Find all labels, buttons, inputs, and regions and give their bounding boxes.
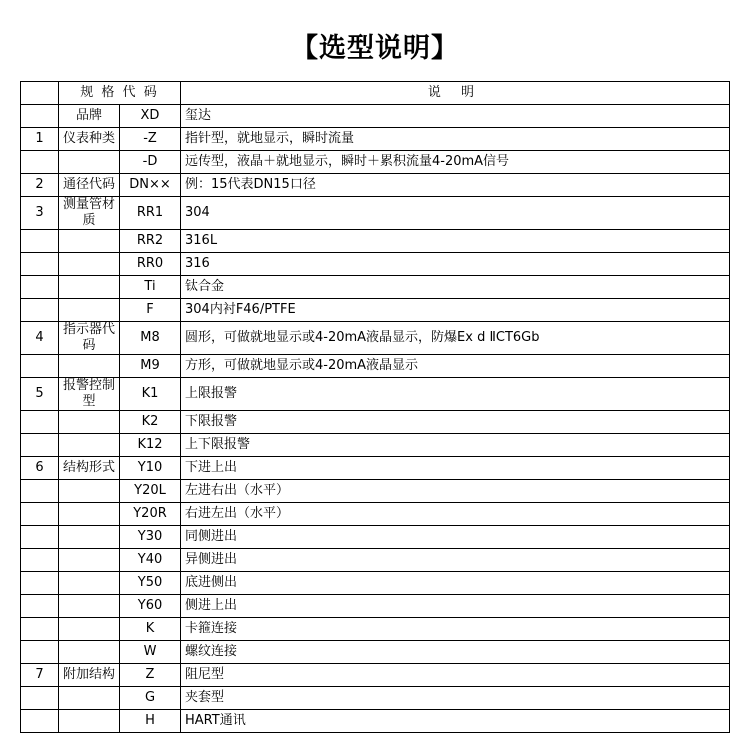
cell-description: HART通讯 bbox=[181, 710, 730, 733]
cell-category bbox=[59, 253, 120, 276]
cell-description: 指针型，就地显示，瞬时流量 bbox=[181, 128, 730, 151]
cell-description: 侧进上出 bbox=[181, 595, 730, 618]
cell-code: F bbox=[120, 299, 181, 322]
cell-description: 304内衬F46/PTFE bbox=[181, 299, 730, 322]
cell-description: 同侧进出 bbox=[181, 526, 730, 549]
cell-category bbox=[59, 355, 120, 378]
cell-index bbox=[21, 151, 59, 174]
cell-category: 仪表种类 bbox=[59, 128, 120, 151]
header-cell-no bbox=[21, 82, 59, 105]
cell-index bbox=[21, 710, 59, 733]
cell-category bbox=[59, 480, 120, 503]
cell-category bbox=[59, 411, 120, 434]
cell-code: RR2 bbox=[120, 230, 181, 253]
table-header bbox=[21, 82, 730, 105]
table-row bbox=[21, 299, 730, 322]
cell-category bbox=[59, 526, 120, 549]
cell-category bbox=[59, 710, 120, 733]
cell-description: 远传型，液晶＋就地显示，瞬时＋累积流量4-20mA信号 bbox=[181, 151, 730, 174]
cell-index bbox=[21, 687, 59, 710]
cell-index bbox=[21, 480, 59, 503]
cell-code: Y40 bbox=[120, 549, 181, 572]
cell-index bbox=[21, 572, 59, 595]
cell-code: K1 bbox=[120, 378, 181, 411]
cell-description: 夹套型 bbox=[181, 687, 730, 710]
cell-code: K12 bbox=[120, 434, 181, 457]
table-row bbox=[21, 618, 730, 641]
cell-code: Ti bbox=[120, 276, 181, 299]
cell-category: 通径代码 bbox=[59, 174, 120, 197]
cell-category: 结构形式 bbox=[59, 457, 120, 480]
cell-index bbox=[21, 276, 59, 299]
cell-index: 7 bbox=[21, 664, 59, 687]
cell-index bbox=[21, 299, 59, 322]
cell-index bbox=[21, 253, 59, 276]
cell-description: 右进左出（水平） bbox=[181, 503, 730, 526]
cell-category bbox=[59, 151, 120, 174]
table-row bbox=[21, 549, 730, 572]
cell-category bbox=[59, 299, 120, 322]
table-row bbox=[21, 595, 730, 618]
cell-code: Y10 bbox=[120, 457, 181, 480]
table-row bbox=[21, 710, 730, 733]
cell-code: RR1 bbox=[120, 197, 181, 230]
table-row bbox=[21, 128, 730, 151]
table-row bbox=[21, 457, 730, 480]
table-header-row bbox=[21, 82, 730, 105]
cell-index: 4 bbox=[21, 322, 59, 355]
cell-description: 316 bbox=[181, 253, 730, 276]
cell-description: 方形，可做就地显示或4-20mA液晶显示 bbox=[181, 355, 730, 378]
cell-index bbox=[21, 434, 59, 457]
cell-category bbox=[59, 641, 120, 664]
table-row bbox=[21, 378, 730, 411]
table-row bbox=[21, 641, 730, 664]
cell-category bbox=[59, 230, 120, 253]
cell-code: K2 bbox=[120, 411, 181, 434]
table-row bbox=[21, 687, 730, 710]
table-row bbox=[21, 526, 730, 549]
cell-index: 2 bbox=[21, 174, 59, 197]
table-row bbox=[21, 411, 730, 434]
table-row bbox=[21, 197, 730, 230]
cell-code: -Z bbox=[120, 128, 181, 151]
cell-description: 玺达 bbox=[181, 105, 730, 128]
cell-code: Y50 bbox=[120, 572, 181, 595]
cell-category bbox=[59, 572, 120, 595]
cell-category: 报警控制型 bbox=[59, 378, 120, 411]
page-title: 【选型说明】 bbox=[291, 33, 459, 64]
selection-spec-table bbox=[20, 81, 730, 733]
table-row bbox=[21, 480, 730, 503]
table-row bbox=[21, 151, 730, 174]
table-row bbox=[21, 664, 730, 687]
table-row bbox=[21, 174, 730, 197]
cell-code: -D bbox=[120, 151, 181, 174]
cell-code: Y20R bbox=[120, 503, 181, 526]
cell-code: DN×× bbox=[120, 174, 181, 197]
cell-index bbox=[21, 549, 59, 572]
cell-description: 304 bbox=[181, 197, 730, 230]
cell-category bbox=[59, 595, 120, 618]
table-body bbox=[21, 105, 730, 733]
cell-description: 螺纹连接 bbox=[181, 641, 730, 664]
cell-description: 阻尼型 bbox=[181, 664, 730, 687]
cell-description: 左进右出（水平） bbox=[181, 480, 730, 503]
cell-description: 圆形，可做就地显示或4-20mA液晶显示，防爆Ex d ⅡCT6Gb bbox=[181, 322, 730, 355]
table-row bbox=[21, 434, 730, 457]
cell-code: H bbox=[120, 710, 181, 733]
cell-category bbox=[59, 276, 120, 299]
table-row bbox=[21, 253, 730, 276]
cell-description: 上限报警 bbox=[181, 378, 730, 411]
cell-index: 1 bbox=[21, 128, 59, 151]
table-row bbox=[21, 276, 730, 299]
cell-description: 下进上出 bbox=[181, 457, 730, 480]
cell-index bbox=[21, 411, 59, 434]
cell-code: Y30 bbox=[120, 526, 181, 549]
cell-category bbox=[59, 618, 120, 641]
cell-index bbox=[21, 526, 59, 549]
header-cell-desc: 说 明 bbox=[181, 82, 730, 105]
table-row bbox=[21, 355, 730, 378]
cell-category bbox=[59, 549, 120, 572]
cell-code: XD bbox=[120, 105, 181, 128]
table-row bbox=[21, 572, 730, 595]
cell-category: 指示器代码 bbox=[59, 322, 120, 355]
cell-code: K bbox=[120, 618, 181, 641]
cell-category: 附加结构 bbox=[59, 664, 120, 687]
cell-index bbox=[21, 641, 59, 664]
cell-code: RR0 bbox=[120, 253, 181, 276]
cell-description: 316L bbox=[181, 230, 730, 253]
cell-code: Y20L bbox=[120, 480, 181, 503]
cell-index bbox=[21, 355, 59, 378]
cell-description: 卡箍连接 bbox=[181, 618, 730, 641]
table-row bbox=[21, 230, 730, 253]
cell-index bbox=[21, 230, 59, 253]
cell-code: Y60 bbox=[120, 595, 181, 618]
cell-category bbox=[59, 434, 120, 457]
cell-index bbox=[21, 105, 59, 128]
cell-category: 品牌 bbox=[59, 105, 120, 128]
header-cell-name: 规 格 代 码 bbox=[59, 82, 181, 105]
cell-category bbox=[59, 687, 120, 710]
cell-code: W bbox=[120, 641, 181, 664]
cell-code: Z bbox=[120, 664, 181, 687]
cell-index: 6 bbox=[21, 457, 59, 480]
cell-description: 例：15代表DN15口径 bbox=[181, 174, 730, 197]
cell-index: 3 bbox=[21, 197, 59, 230]
cell-code: M9 bbox=[120, 355, 181, 378]
table-row bbox=[21, 322, 730, 355]
cell-category: 测量管材质 bbox=[59, 197, 120, 230]
cell-description: 上下限报警 bbox=[181, 434, 730, 457]
cell-description: 异侧进出 bbox=[181, 549, 730, 572]
cell-category bbox=[59, 503, 120, 526]
cell-index bbox=[21, 595, 59, 618]
cell-description: 下限报警 bbox=[181, 411, 730, 434]
cell-index bbox=[21, 618, 59, 641]
cell-description: 钛合金 bbox=[181, 276, 730, 299]
cell-description: 底进侧出 bbox=[181, 572, 730, 595]
cell-code: M8 bbox=[120, 322, 181, 355]
table-row bbox=[21, 105, 730, 128]
cell-index bbox=[21, 503, 59, 526]
cell-code: G bbox=[120, 687, 181, 710]
cell-index: 5 bbox=[21, 378, 59, 411]
table-row bbox=[21, 503, 730, 526]
